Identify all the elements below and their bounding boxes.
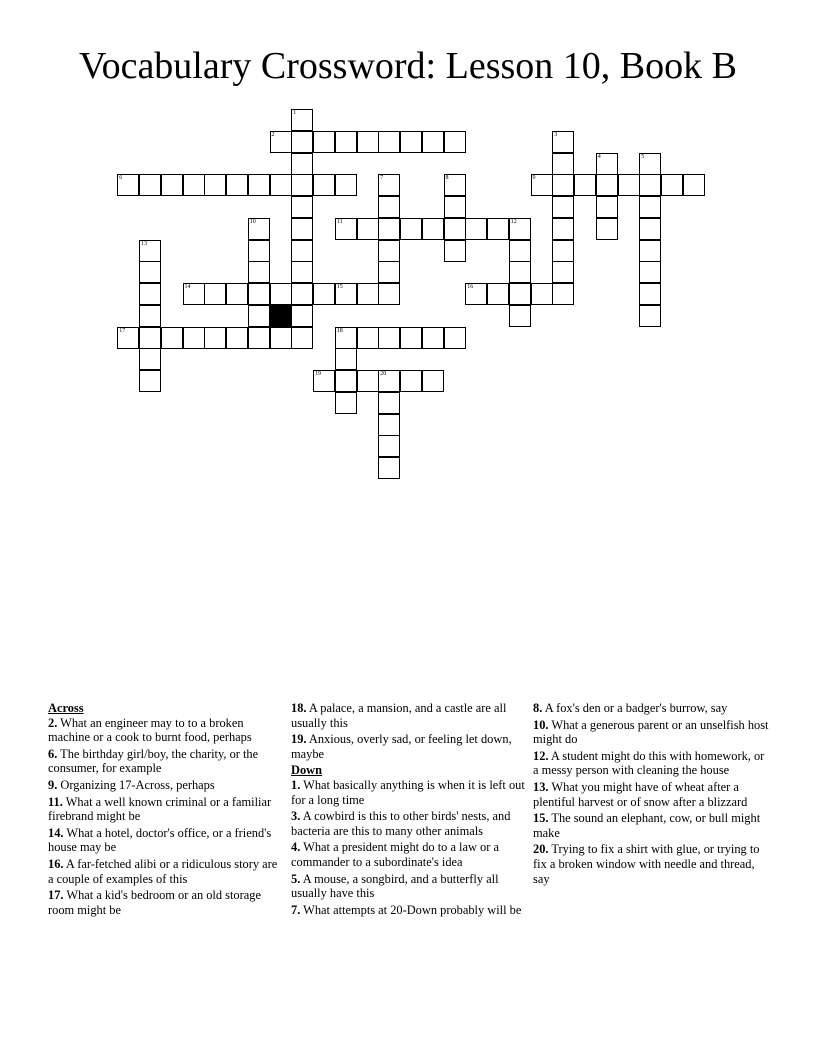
clue-down-20 [533,842,769,886]
grid-cell[interactable] [639,240,661,262]
grid-cell[interactable] [552,283,574,305]
clue-across-17 [48,888,280,917]
black-cell [270,305,292,327]
clue-number: 2. [48,715,58,730]
grid-cell[interactable] [117,327,139,349]
grid-cell[interactable] [313,174,335,196]
clues-column-3 [533,701,769,888]
grid-cell[interactable] [378,435,400,457]
grid-cell[interactable] [552,131,574,153]
cell-number: 19 [315,371,321,377]
clue-number: 15. [533,811,549,826]
cell-number: 10 [249,218,256,225]
grid-cell[interactable] [291,196,313,218]
grid-cell[interactable] [270,283,292,305]
clue-down-3 [291,809,527,838]
grid-cell[interactable] [422,327,444,349]
grid-cell[interactable] [574,174,596,196]
clue-across-14 [48,826,280,855]
grid-cell[interactable] [444,218,466,240]
clue-number: 9. [48,777,58,792]
clue-number: 5. [291,871,301,886]
grid-cell[interactable] [291,327,313,349]
clue-text: Trying to fix a shirt with glue, or trying to fix a broken window with needle and thread, say [533,842,760,886]
grid-cell[interactable] [552,240,574,262]
grid-cell[interactable] [465,283,487,305]
grid-cell[interactable] [378,327,400,349]
grid-cell[interactable] [422,218,444,240]
grid-cell[interactable] [444,174,466,196]
clue-number: 18. [291,701,307,715]
grid-cell[interactable] [291,131,313,153]
grid-cell[interactable] [357,218,379,240]
grid-cell[interactable] [248,305,270,327]
grid-cell[interactable] [204,283,226,305]
clue-text: A cowbird is this to other birds' nests, and bacteria are this to many other animals [291,809,511,838]
grid-cell[interactable] [596,153,618,175]
cell-number: 6 [119,175,123,182]
grid-cell[interactable] [639,218,661,240]
clue-text: What a generous parent or an unselfish host might do [533,717,769,747]
grid-cell[interactable] [552,261,574,283]
clue-text: The birthday girl/boy, the charity, or the consumer, for example [48,746,259,776]
grid-cell[interactable] [335,174,357,196]
grid-cell[interactable] [335,283,357,305]
clue-number: 17. [48,888,64,903]
crossword-grid [0,0,816,500]
clue-across-11 [48,795,280,824]
grid-cell[interactable] [161,327,183,349]
clue-text: What basically anything is when it is left out for a long time [291,777,525,807]
grid-cell[interactable] [270,131,292,153]
grid-cell[interactable] [226,283,248,305]
grid-cell[interactable] [378,370,400,392]
grid-cell[interactable] [139,283,161,305]
grid-cell[interactable] [291,174,313,196]
grid-cell[interactable] [357,327,379,349]
grid-cell[interactable] [117,174,139,196]
grid-cell[interactable] [378,457,400,479]
grid-cell[interactable] [552,153,574,175]
cell-number: 17 [119,327,126,334]
grid-cell[interactable] [422,131,444,153]
clue-text: A student might do this with homework, or a messy person with cleaning the house [533,748,765,778]
clue-text: What attempts at 20-Down probably will be [303,902,522,917]
clue-number: 19. [291,732,307,747]
grid-cell[interactable] [596,196,618,218]
across-heading: Across [48,701,84,715]
grid-cell[interactable] [422,370,444,392]
grid-cell[interactable] [139,174,161,196]
clue-down-10 [533,718,769,747]
cell-number: 13 [141,240,147,247]
grid-cell[interactable] [291,109,313,131]
cell-number: 8 [445,175,449,182]
clue-across-9 [48,778,280,793]
clue-down-8 [533,701,769,716]
grid-cell[interactable] [204,327,226,349]
cell-number: 1 [293,110,297,116]
clue-number: 3. [291,809,301,824]
grid-cell[interactable] [400,370,422,392]
clue-number: 16. [48,856,64,871]
clue-text: A far-fetched alibi or a ridiculous story are a couple of examples of this [48,856,278,886]
grid-cell[interactable] [639,153,661,175]
grid-cell[interactable] [139,348,161,370]
clue-down-5 [291,872,527,901]
clue-text: Anxious, overly sad, or feeling let down, maybe [291,732,512,761]
grid-cell[interactable] [357,370,379,392]
grid-cell[interactable] [139,305,161,327]
cell-number: 3 [554,131,558,138]
cell-number: 14 [184,284,191,290]
grid-cell[interactable] [139,370,161,392]
grid-cell[interactable] [531,174,553,196]
cell-number: 15 [336,284,343,290]
grid-cell[interactable] [139,261,161,283]
grid-cell[interactable] [335,348,357,370]
grid-cell[interactable] [596,218,618,240]
clue-text: What a president might do to a law or a commander to a subordinate's idea [291,840,499,869]
grid-cell[interactable] [639,174,661,196]
grid-cell[interactable] [313,283,335,305]
grid-cell[interactable] [444,240,466,262]
grid-cell[interactable] [335,327,357,349]
cell-number: 20 [380,371,387,377]
grid-cell[interactable] [509,283,531,305]
page-title: Vocabulary Crossword: Lesson 10, Book B [79,45,737,87]
clues-column-1 [48,701,280,919]
down-heading: Down [291,763,322,778]
grid-cell[interactable] [531,283,553,305]
grid-cell[interactable] [378,218,400,240]
clue-down-15 [533,811,769,840]
grid-cell[interactable] [400,131,422,153]
clue-text: What an engineer may to to a broken machine or a cook to burnt food, perhaps [48,715,252,745]
cell-number: 11 [336,218,343,225]
clue-number: 10. [533,717,549,732]
grid-cell[interactable] [291,153,313,175]
grid-cell[interactable] [552,218,574,240]
grid-cell[interactable] [248,218,270,240]
grid-cell[interactable] [683,174,705,196]
clue-number: 7. [291,902,301,917]
clue-text: A mouse, a songbird, and a butterfly all usually have this [291,871,499,901]
cell-number: 18 [336,327,343,334]
grid-cell[interactable] [661,174,683,196]
grid-cell[interactable] [226,174,248,196]
grid-cell[interactable] [248,174,270,196]
grid-cell[interactable] [444,327,466,349]
grid-cell[interactable] [226,327,248,349]
clue-number: 13. [533,779,549,794]
clue-down-1 [291,778,527,807]
clue-down-12 [533,749,769,778]
grid-cell[interactable] [248,240,270,262]
grid-cell[interactable] [291,305,313,327]
cell-number: 2 [271,131,275,138]
cell-number: 4 [597,153,601,160]
grid-cell[interactable] [596,174,618,196]
clue-down-4 [291,840,527,869]
grid-cell[interactable] [291,218,313,240]
grid-cell[interactable] [378,283,400,305]
grid-cell[interactable] [183,327,205,349]
cell-number: 7 [380,175,384,182]
grid-cell[interactable] [400,327,422,349]
grid-cell[interactable] [248,327,270,349]
grid-cell[interactable] [378,414,400,436]
grid-cell[interactable] [639,305,661,327]
grid-cell[interactable] [378,392,400,414]
grid-cell[interactable] [639,283,661,305]
grid-cell[interactable] [161,174,183,196]
clue-text: What a well known criminal or a familiar firebrand might be [48,794,272,824]
clue-across-2 [48,716,280,745]
clue-number: 20. [533,842,549,857]
clue-down-7 [291,903,527,918]
grid-cell[interactable] [378,261,400,283]
grid-cell[interactable] [465,218,487,240]
grid-cell[interactable] [552,174,574,196]
cell-number: 9 [532,175,536,182]
grid-cell[interactable] [139,327,161,349]
grid-cell[interactable] [335,131,357,153]
grid-cell[interactable] [378,240,400,262]
grid-cell[interactable] [183,283,205,305]
grid-cell[interactable] [639,261,661,283]
grid-cell[interactable] [204,174,226,196]
grid-cell[interactable] [509,261,531,283]
grid-cell[interactable] [335,218,357,240]
grid-cell[interactable] [291,283,313,305]
grid-cell[interactable] [248,261,270,283]
clue-across-19 [291,732,527,761]
grid-cell[interactable] [291,261,313,283]
cell-number: 5 [641,153,645,160]
clue-number: 14. [48,825,64,840]
grid-cell[interactable] [509,305,531,327]
clue-number: 1. [291,777,301,792]
grid-cell[interactable] [357,283,379,305]
clue-across-16 [48,857,280,886]
clue-text: A fox's den or a badger's burrow, say [544,701,728,715]
clue-number: 6. [48,746,58,761]
clue-text: What a kid's bedroom or an old storage room might be [48,888,261,917]
grid-cell[interactable] [444,196,466,218]
grid-cell[interactable] [487,283,509,305]
grid-cell[interactable] [313,131,335,153]
grid-cell[interactable] [357,131,379,153]
clue-text: What a hotel, doctor's office, or a friend's house may be [48,825,272,855]
clue-text: Organizing 17-Across, perhaps [60,777,215,792]
grid-cell[interactable] [270,174,292,196]
clue-down-13 [533,780,769,809]
grid-cell[interactable] [139,240,161,262]
cell-number: 16 [467,284,474,290]
clue-number: 12. [533,748,549,763]
cell-number: 12 [510,218,517,225]
grid-cell[interactable] [552,196,574,218]
clue-text: What you might have of wheat after a plentiful harvest or of snow after a blizzard [533,779,748,809]
grid-cell[interactable] [509,240,531,262]
grid-cell[interactable] [183,174,205,196]
clue-number: 11. [48,794,63,809]
grid-cell[interactable] [378,174,400,196]
grid-cell[interactable] [618,174,640,196]
grid-cell[interactable] [248,283,270,305]
grid-cell[interactable] [313,370,335,392]
clue-across-6 [48,747,280,776]
grid-cell[interactable] [444,131,466,153]
grid-cell[interactable] [378,196,400,218]
grid-cell[interactable] [291,240,313,262]
clue-text: A palace, a mansion, and a castle are all usually this [291,701,507,730]
clue-text: The sound an elephant, cow, or bull might make [533,811,761,840]
clue-number: 8. [533,701,543,715]
grid-cell[interactable] [639,196,661,218]
grid-cell[interactable] [378,131,400,153]
grid-cell[interactable] [509,218,531,240]
grid-cell[interactable] [270,327,292,349]
clue-number: 4. [291,840,301,855]
grid-cell[interactable] [487,218,509,240]
clue-across-18 [291,701,527,730]
grid-cell[interactable] [335,370,357,392]
clues-column-2 [291,701,527,919]
grid-cell[interactable] [400,218,422,240]
grid-cell[interactable] [335,392,357,414]
